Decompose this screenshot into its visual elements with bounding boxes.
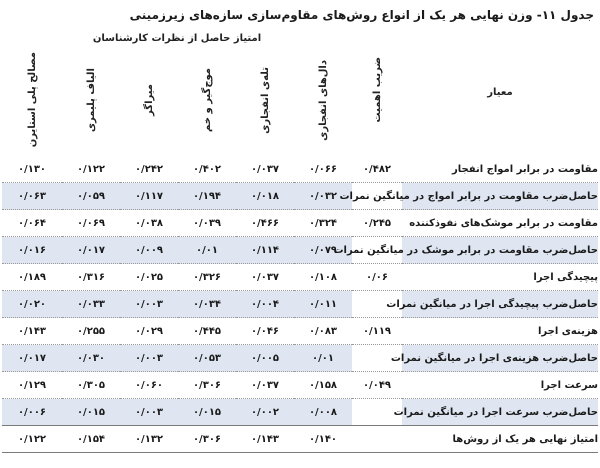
- score-cell: ۰/۴۰۲: [178, 156, 236, 183]
- row-weight: ۰/۲۴۵: [352, 210, 402, 237]
- score-cell: ۰/۰۳۷: [236, 372, 294, 399]
- final-score-row: [2, 426, 598, 453]
- score-cell: ۰/۰۳۸: [120, 210, 178, 237]
- header-criterion: معیار: [487, 86, 513, 98]
- score-cell: ۰/۱۵۴: [62, 426, 120, 453]
- header-weight-label: ضریب اهمیت: [371, 57, 383, 123]
- row-weight: ۰/۴۸۲: [352, 156, 402, 183]
- header-method-5: الیاف پلیمری: [85, 67, 97, 133]
- header-method-2: تله‌ی انفجاری: [259, 66, 271, 134]
- score-cell: ۰/۳۰۶: [178, 426, 236, 453]
- table-row: [2, 210, 598, 237]
- score-cell: ۰/۱۱۷: [120, 183, 178, 210]
- score-cell: ۰/۰۸۳: [294, 318, 352, 345]
- score-cell: ۰/۱۳۲: [120, 426, 178, 453]
- score-cell: ۰/۰۶۶: [294, 156, 352, 183]
- row-weight: ۰/۱۱۹: [352, 318, 402, 345]
- table-row: [2, 345, 598, 372]
- row-criterion: امتیاز نهایی هر یک از روش‌ها: [402, 426, 598, 453]
- score-cell: ۰/۳۰۶: [178, 372, 236, 399]
- row-criterion: مقاومت در برابر امواج انفجار: [402, 156, 598, 183]
- row-criterion: سرعت اجرا: [402, 372, 598, 399]
- score-cell: ۰/۰۱۵: [178, 399, 236, 426]
- score-cell: ۰/۱۲۲: [62, 156, 120, 183]
- header-method-1: دال‌های انفجاری: [317, 59, 329, 141]
- score-cell: ۰/۰۶۳: [2, 183, 62, 210]
- score-cell: ۰/۰۱۸: [236, 183, 294, 210]
- score-cell: ۰/۰۱: [178, 237, 236, 264]
- score-cell: ۰/۱۲۲: [2, 426, 62, 453]
- table-body: [2, 156, 598, 453]
- weights-table: [2, 28, 598, 453]
- score-cell: ۰/۰۷۹: [294, 237, 352, 264]
- score-cell: ۰/۰۱: [294, 345, 352, 372]
- score-cell: ۰/۱۴۰: [294, 426, 352, 453]
- score-cell: ۰/۱۸۹: [2, 264, 62, 291]
- score-cell: ۰/۰۶۹: [62, 210, 120, 237]
- score-cell: ۰/۳۲۶: [178, 264, 236, 291]
- score-cell: ۰/۰۲۰: [2, 291, 62, 318]
- score-cell: ۰/۰۰۳: [120, 399, 178, 426]
- score-cell: ۰/۰۱۵: [62, 399, 120, 426]
- score-cell: ۰/۰۱۷: [2, 345, 62, 372]
- score-cell: ۰/۴۶۶: [236, 210, 294, 237]
- header-expert-scores: امتیاز حاصل از نظرات کارشناسان: [92, 32, 262, 44]
- score-cell: ۰/۱۰۸: [294, 264, 352, 291]
- header-method-4: میراگر: [143, 84, 155, 116]
- score-cell: ۰/۰۰۲: [236, 399, 294, 426]
- row-criterion: پیچیدگی اجرا: [402, 264, 598, 291]
- score-cell: ۰/۰۳۲: [294, 183, 352, 210]
- score-cell: ۰/۰۱۶: [2, 237, 62, 264]
- score-cell: ۰/۰۱۱: [294, 291, 352, 318]
- row-criterion: مقاومت در برابر موشک‌های نفوذکننده: [402, 210, 598, 237]
- score-cell: ۰/۱۴۳: [236, 426, 294, 453]
- score-cell: ۰/۲۴۲: [120, 156, 178, 183]
- score-cell: ۰/۱۲۹: [2, 372, 62, 399]
- table-caption: جدول ۱۱- وزن نهایی هر یک از انواع روش‌های مقاوم‌سازی سازه‌های زیرزمینی: [129, 8, 594, 22]
- score-cell: ۰/۰۳۳: [62, 291, 120, 318]
- score-cell: ۰/۰۰۳: [120, 345, 178, 372]
- row-weight: [352, 426, 402, 453]
- score-cell: ۰/۰۳۷: [236, 264, 294, 291]
- score-cell: ۰/۰۳۴: [178, 291, 236, 318]
- score-cell: ۰/۰۰۵: [236, 345, 294, 372]
- row-weight: ۰/۰۶: [352, 264, 402, 291]
- table-row: [2, 318, 598, 345]
- score-cell: ۰/۰۲۵: [120, 264, 178, 291]
- score-cell: ۰/۰۲۹: [120, 318, 178, 345]
- score-cell: ۰/۰۰۴: [236, 291, 294, 318]
- row-criterion: حاصل‌ضرب سرعت اجرا در میانگین نمرات: [402, 399, 598, 426]
- table-row: [2, 372, 598, 399]
- score-cell: ۰/۰۶۴: [2, 210, 62, 237]
- header-method-6: مصالح پلی استایرن: [26, 52, 38, 148]
- table-row: [2, 183, 598, 210]
- score-cell: ۰/۰۰۶: [2, 399, 62, 426]
- row-criterion: حاصل‌ضرب هزینه‌ی اجرا در میانگین نمرات: [402, 345, 598, 372]
- table-row: [2, 237, 598, 264]
- score-cell: ۰/۰۰۹: [120, 237, 178, 264]
- row-criterion: حاصل‌ضرب پیچیدگی اجرا در میانگین نمرات: [402, 291, 598, 318]
- table-row: [2, 156, 598, 183]
- table-row: [2, 291, 598, 318]
- score-cell: ۰/۰۴۶: [236, 318, 294, 345]
- score-cell: ۰/۰۳۷: [236, 156, 294, 183]
- score-cell: ۰/۰۱۷: [62, 237, 120, 264]
- score-cell: ۰/۰۰۳: [120, 291, 178, 318]
- score-cell: ۰/۰۰۸: [294, 399, 352, 426]
- score-cell: ۰/۱۱۴: [236, 237, 294, 264]
- score-cell: ۰/۱۳۰: [2, 156, 62, 183]
- table-row: [2, 264, 598, 291]
- score-cell: ۰/۰۳۰: [62, 345, 120, 372]
- score-cell: ۰/۰۵۹: [62, 183, 120, 210]
- row-weight: ۰/۰۴۹: [352, 372, 402, 399]
- table-row: [2, 399, 598, 426]
- score-cell: ۰/۱۹۴: [178, 183, 236, 210]
- score-cell: ۰/۳۱۶: [62, 264, 120, 291]
- header-weight: [352, 28, 402, 156]
- row-criterion: حاصل‌ضرب مقاومت در برابر موشک در میانگین نمرات: [402, 237, 598, 264]
- score-cell: ۰/۱۵۸: [294, 372, 352, 399]
- row-criterion: حاصل‌ضرب مقاومت در برابر امواج در میانگین نمرات: [402, 183, 598, 210]
- score-cell: ۰/۳۲۴: [294, 210, 352, 237]
- row-criterion: هزینه‌ی اجرا: [402, 318, 598, 345]
- score-cell: ۰/۳۰۵: [62, 372, 120, 399]
- header-method-3: موج‌گیر و خم: [201, 67, 213, 132]
- score-cell: ۰/۰۶۰: [120, 372, 178, 399]
- score-cell: ۰/۴۴۵: [178, 318, 236, 345]
- score-cell: ۰/۰۳۹: [178, 210, 236, 237]
- score-cell: ۰/۲۵۵: [62, 318, 120, 345]
- score-cell: ۰/۱۴۳: [2, 318, 62, 345]
- score-cell: ۰/۰۵۳: [178, 345, 236, 372]
